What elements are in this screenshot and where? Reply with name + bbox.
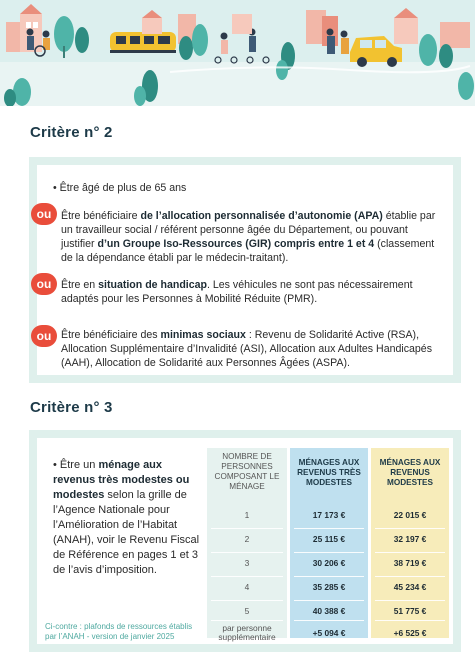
- row-divider: [375, 576, 445, 577]
- table-cell: +5 094 €: [312, 628, 346, 638]
- criterion-2-content: [37, 165, 453, 375]
- criterion-3-description: [53, 458, 203, 578]
- criterion-2-item-age: • Être âgé de plus de 65 ans: [53, 182, 187, 194]
- table-cell: 40 388 €: [312, 606, 346, 616]
- row-divider: [375, 552, 445, 553]
- table-cell: 2: [244, 534, 250, 544]
- text: . Les véhicules ne sont pas nécessairement adaptés pour les Personnes à Mobilité Réduite (PMR).: [61, 279, 413, 305]
- table-cell: 35 285 €: [312, 582, 346, 592]
- table-cell: 38 719 €: [393, 558, 427, 568]
- row-divider: [294, 552, 364, 553]
- table-cell: 4: [244, 582, 250, 592]
- criterion-3-title: Critère n° 3: [30, 399, 113, 416]
- row-divider: [294, 600, 364, 601]
- row-divider: [375, 600, 445, 601]
- text: Être en: [61, 279, 99, 291]
- emphasis: de l’allocation personnalisée d’autonomie (APA): [140, 210, 383, 222]
- or-badge: ou: [31, 325, 57, 347]
- row-divider: [375, 528, 445, 529]
- text: établie par un travailleur social / référent personne âgée du Département, ou pouvant justifier: [61, 210, 436, 250]
- or-badge: ou: [31, 273, 57, 295]
- criterion-2-title: Critère n° 2: [30, 124, 113, 141]
- row-divider: [211, 552, 283, 553]
- table-cell: 25 115 €: [312, 534, 346, 544]
- column-header-household-size: NOMBRE DE PERSONNES COMPOSANT LE MÉNAGE: [214, 452, 280, 491]
- criterion-2-item-minimas: [61, 328, 445, 370]
- anah-footnote: Ci-contre : plafonds de ressources établis par l’ANAH - version de janvier 2025: [45, 622, 193, 641]
- text: Être bénéficiaire: [61, 210, 141, 222]
- row-divider: [375, 620, 445, 621]
- row-divider: [211, 528, 283, 529]
- column-header-very-low-income: MÉNAGES AUX REVENUS TRÈS MODESTES: [297, 458, 361, 487]
- table-cell: par personne supplémentaire: [218, 623, 276, 642]
- emphasis: minimas sociaux: [160, 329, 246, 341]
- emphasis: d’un Groupe Iso-Ressources (GIR) compris entre 1 et 4: [97, 238, 375, 250]
- row-divider: [211, 600, 283, 601]
- column-household-size: [207, 448, 287, 642]
- table-cell: 45 234 €: [393, 582, 427, 592]
- text: • Être un: [53, 459, 99, 471]
- text: Être bénéficiaire des: [61, 329, 161, 341]
- emphasis: situation de handicap: [98, 279, 208, 291]
- column-very-low-income: [290, 448, 368, 638]
- city-scene-illustration: [0, 0, 475, 106]
- row-divider: [294, 576, 364, 577]
- table-cell: 22 015 €: [393, 510, 427, 520]
- table-cell: 17 173 €: [312, 510, 346, 520]
- row-divider: [211, 620, 283, 621]
- or-badge: ou: [31, 203, 57, 225]
- criterion-2-item-handicap: [61, 278, 443, 306]
- table-cell: 32 197 €: [393, 534, 427, 544]
- table-cell: 1: [244, 510, 250, 520]
- table-cell: 5: [244, 606, 250, 616]
- header-illustration: [0, 0, 475, 106]
- text: selon la grille de l’Agence Nationale pour l’Amélioration de l’Habitat (ANAH), voir le Revenu Fiscal de Référence en pages 1 et 3 de l’avis d’imposition.: [53, 489, 200, 576]
- row-divider: [211, 576, 283, 577]
- emphasis: ménage aux revenus très modestes ou modestes: [53, 459, 190, 501]
- column-header-low-income: MÉNAGES AUX REVENUS MODESTES: [379, 458, 441, 487]
- row-divider: [294, 620, 364, 621]
- column-low-income: [371, 448, 449, 638]
- text: : Revenu de Solidarité Active (RSA), Allocation Supplémentaire d’Invalidité (ASI), Allocation aux Adultes Handicapés (AAH), Allocation de Solidarité aux Personnes Âgées (ASPA).: [61, 329, 432, 369]
- criterion-2-box: [29, 157, 461, 383]
- criterion-2-item-apa: [61, 209, 443, 265]
- criterion-3-box: [29, 430, 461, 652]
- text: (classement de la dépendance établi par le médecin-traitant).: [61, 238, 435, 264]
- criterion-3-content: [37, 438, 453, 644]
- table-cell: 30 206 €: [312, 558, 346, 568]
- table-cell: 3: [244, 558, 250, 568]
- table-cell: 51 775 €: [393, 606, 427, 616]
- table-cell: +6 525 €: [393, 628, 427, 638]
- row-divider: [294, 528, 364, 529]
